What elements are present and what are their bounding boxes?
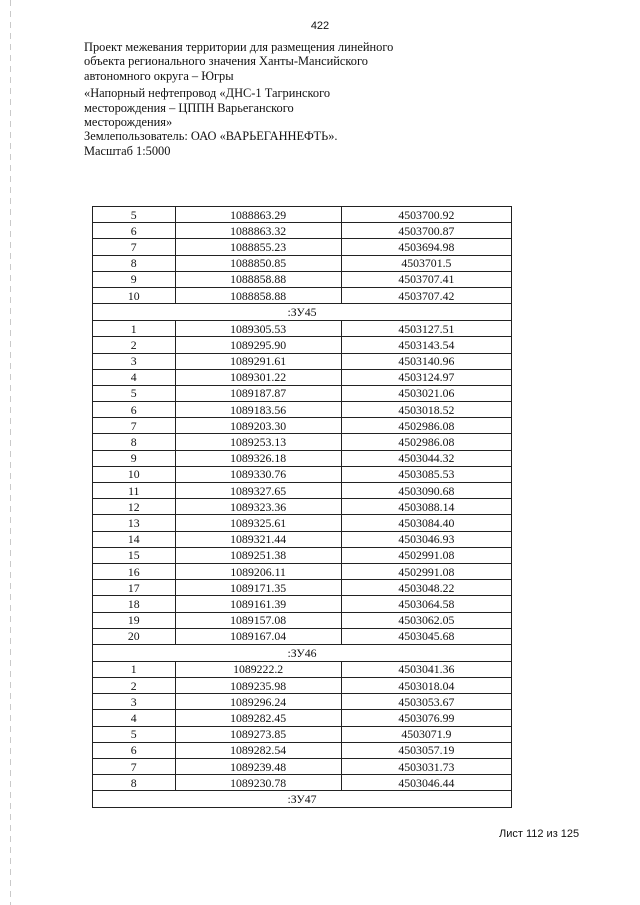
x-coordinate-cell: 1089251.38 <box>175 547 341 563</box>
section-row <box>93 644 512 661</box>
x-coordinate-cell: 1089305.53 <box>175 321 341 337</box>
x-coordinate-cell: 1089230.78 <box>175 775 341 791</box>
point-number-cell: 20 <box>93 628 176 644</box>
y-coordinate-cell: 4503700.87 <box>341 223 511 239</box>
y-coordinate-cell: 4503041.36 <box>341 661 511 677</box>
point-number-cell: 10 <box>93 466 176 482</box>
table-row <box>93 596 512 612</box>
table-row <box>93 418 512 434</box>
point-number-cell: 7 <box>93 759 176 775</box>
table-row <box>93 255 512 271</box>
x-coordinate-cell: 1089206.11 <box>175 563 341 579</box>
y-coordinate-cell: 4503088.14 <box>341 499 511 515</box>
table-row <box>93 563 512 579</box>
x-coordinate-cell: 1088855.23 <box>175 239 341 255</box>
x-coordinate-cell: 1089323.36 <box>175 499 341 515</box>
point-number-cell: 7 <box>93 239 176 255</box>
land-user: Землепользователь: ОАО «ВАРЬЕГАННЕФТЬ». <box>84 129 338 144</box>
table-row <box>93 499 512 515</box>
page-number: 422 <box>310 20 330 32</box>
x-coordinate-cell: 1089161.39 <box>175 596 341 612</box>
point-number-cell: 14 <box>93 531 176 547</box>
y-coordinate-cell: 4503064.58 <box>341 596 511 612</box>
x-coordinate-cell: 1089282.45 <box>175 710 341 726</box>
x-coordinate-cell: 1089295.90 <box>175 337 341 353</box>
point-number-cell: 8 <box>93 775 176 791</box>
table-row <box>93 694 512 710</box>
point-number-cell: 8 <box>93 255 176 271</box>
x-coordinate-cell: 1089301.22 <box>175 369 341 385</box>
y-coordinate-cell: 4502991.08 <box>341 547 511 563</box>
table-row <box>93 402 512 418</box>
table-row <box>93 271 512 287</box>
point-number-cell: 18 <box>93 596 176 612</box>
sheet-counter: Лист 112 из 125 <box>499 828 580 840</box>
y-coordinate-cell: 4502986.08 <box>341 434 511 450</box>
scale: Масштаб 1:5000 <box>84 143 171 158</box>
y-coordinate-cell: 4503085.53 <box>341 466 511 482</box>
point-number-cell: 8 <box>93 434 176 450</box>
point-number-cell: 3 <box>93 353 176 369</box>
y-coordinate-cell: 4503057.19 <box>341 742 511 758</box>
table-row <box>93 661 512 677</box>
point-number-cell: 11 <box>93 483 176 499</box>
table-row <box>93 483 512 499</box>
point-number-cell: 6 <box>93 402 176 418</box>
x-coordinate-cell: 1089330.76 <box>175 466 341 482</box>
point-number-cell: 9 <box>93 271 176 287</box>
point-number-cell: 6 <box>93 223 176 239</box>
table-row <box>93 287 512 303</box>
point-number-cell: 17 <box>93 580 176 596</box>
parcel-label: :ЗУ46 <box>93 644 512 661</box>
table-row <box>93 775 512 791</box>
y-coordinate-cell: 4503707.41 <box>341 271 511 287</box>
x-coordinate-cell: 1089157.08 <box>175 612 341 628</box>
section-row <box>93 304 512 321</box>
scan-edge-artifact <box>10 0 11 905</box>
y-coordinate-cell: 4503084.40 <box>341 515 511 531</box>
y-coordinate-cell: 4503046.44 <box>341 775 511 791</box>
object-name-line: «Напорный нефтепровод «ДНС-1 Тагринского <box>84 86 331 101</box>
y-coordinate-cell: 4503044.32 <box>341 450 511 466</box>
y-coordinate-cell: 4503048.22 <box>341 580 511 596</box>
x-coordinate-cell: 1089326.18 <box>175 450 341 466</box>
y-coordinate-cell: 4503018.52 <box>341 402 511 418</box>
y-coordinate-cell: 4503127.51 <box>341 321 511 337</box>
y-coordinate-cell: 4502986.08 <box>341 418 511 434</box>
y-coordinate-cell: 4503053.67 <box>341 694 511 710</box>
table-row <box>93 337 512 353</box>
point-number-cell: 3 <box>93 694 176 710</box>
point-number-cell: 5 <box>93 207 176 223</box>
table-row <box>93 434 512 450</box>
x-coordinate-cell: 1088850.85 <box>175 255 341 271</box>
table-row <box>93 207 512 223</box>
table-row <box>93 239 512 255</box>
y-coordinate-cell: 4503143.54 <box>341 337 511 353</box>
y-coordinate-cell: 4502991.08 <box>341 563 511 579</box>
y-coordinate-cell: 4503694.98 <box>341 239 511 255</box>
x-coordinate-cell: 1089187.87 <box>175 385 341 401</box>
point-number-cell: 5 <box>93 385 176 401</box>
point-number-cell: 9 <box>93 450 176 466</box>
table-row <box>93 726 512 742</box>
point-number-cell: 12 <box>93 499 176 515</box>
table-row <box>93 466 512 482</box>
y-coordinate-cell: 4503076.99 <box>341 710 511 726</box>
x-coordinate-cell: 1089235.98 <box>175 678 341 694</box>
table-row <box>93 450 512 466</box>
document-header <box>84 40 404 158</box>
x-coordinate-cell: 1089239.48 <box>175 759 341 775</box>
x-coordinate-cell: 1088863.32 <box>175 223 341 239</box>
x-coordinate-cell: 1089222.2 <box>175 661 341 677</box>
x-coordinate-cell: 1089325.61 <box>175 515 341 531</box>
x-coordinate-cell: 1089282.54 <box>175 742 341 758</box>
project-title-line: объекта регионального значения Ханты-Мансийского <box>84 54 368 69</box>
x-coordinate-cell: 1089203.30 <box>175 418 341 434</box>
object-name-line: месторождения – ЦППН Варьеганского <box>84 100 294 115</box>
point-number-cell: 7 <box>93 418 176 434</box>
table-row <box>93 710 512 726</box>
parcel-label: :ЗУ45 <box>93 304 512 321</box>
table-row <box>93 353 512 369</box>
x-coordinate-cell: 1089296.24 <box>175 694 341 710</box>
table-row <box>93 742 512 758</box>
point-number-cell: 1 <box>93 661 176 677</box>
point-number-cell: 16 <box>93 563 176 579</box>
table-row <box>93 547 512 563</box>
x-coordinate-cell: 1088858.88 <box>175 271 341 287</box>
x-coordinate-cell: 1089327.65 <box>175 483 341 499</box>
point-number-cell: 13 <box>93 515 176 531</box>
y-coordinate-cell: 4503045.68 <box>341 628 511 644</box>
y-coordinate-cell: 4503046.93 <box>341 531 511 547</box>
table-row <box>93 515 512 531</box>
section-row <box>93 791 512 808</box>
y-coordinate-cell: 4503700.92 <box>341 207 511 223</box>
project-title-line: Проект межевания территории для размещения линейного <box>84 40 394 54</box>
x-coordinate-cell: 1089183.56 <box>175 402 341 418</box>
point-number-cell: 19 <box>93 612 176 628</box>
table-row <box>93 385 512 401</box>
coordinates-table <box>92 206 512 808</box>
table-row <box>93 678 512 694</box>
parcel-label: :ЗУ47 <box>93 791 512 808</box>
x-coordinate-cell: 1089321.44 <box>175 531 341 547</box>
x-coordinate-cell: 1089167.04 <box>175 628 341 644</box>
table-row <box>93 369 512 385</box>
y-coordinate-cell: 4503090.68 <box>341 483 511 499</box>
y-coordinate-cell: 4503707.42 <box>341 287 511 303</box>
table-row <box>93 580 512 596</box>
y-coordinate-cell: 4503062.05 <box>341 612 511 628</box>
table-row <box>93 612 512 628</box>
table-row <box>93 223 512 239</box>
point-number-cell: 4 <box>93 369 176 385</box>
point-number-cell: 2 <box>93 337 176 353</box>
point-number-cell: 6 <box>93 742 176 758</box>
project-title-line: автономного округа – Югры <box>84 68 234 83</box>
point-number-cell: 1 <box>93 321 176 337</box>
point-number-cell: 5 <box>93 726 176 742</box>
x-coordinate-cell: 1089171.35 <box>175 580 341 596</box>
y-coordinate-cell: 4503071.9 <box>341 726 511 742</box>
point-number-cell: 15 <box>93 547 176 563</box>
y-coordinate-cell: 4503018.04 <box>341 678 511 694</box>
y-coordinate-cell: 4503140.96 <box>341 353 511 369</box>
y-coordinate-cell: 4503701.5 <box>341 255 511 271</box>
object-name-line: месторождения» <box>84 115 173 130</box>
y-coordinate-cell: 4503124.97 <box>341 369 511 385</box>
table-row <box>93 321 512 337</box>
coordinates-table-body <box>93 207 512 808</box>
x-coordinate-cell: 1089273.85 <box>175 726 341 742</box>
table-row <box>93 628 512 644</box>
point-number-cell: 4 <box>93 710 176 726</box>
x-coordinate-cell: 1088858.88 <box>175 287 341 303</box>
table-row <box>93 531 512 547</box>
x-coordinate-cell: 1089291.61 <box>175 353 341 369</box>
point-number-cell: 10 <box>93 287 176 303</box>
x-coordinate-cell: 1088863.29 <box>175 207 341 223</box>
point-number-cell: 2 <box>93 678 176 694</box>
y-coordinate-cell: 4503021.06 <box>341 385 511 401</box>
y-coordinate-cell: 4503031.73 <box>341 759 511 775</box>
table-row <box>93 759 512 775</box>
x-coordinate-cell: 1089253.13 <box>175 434 341 450</box>
